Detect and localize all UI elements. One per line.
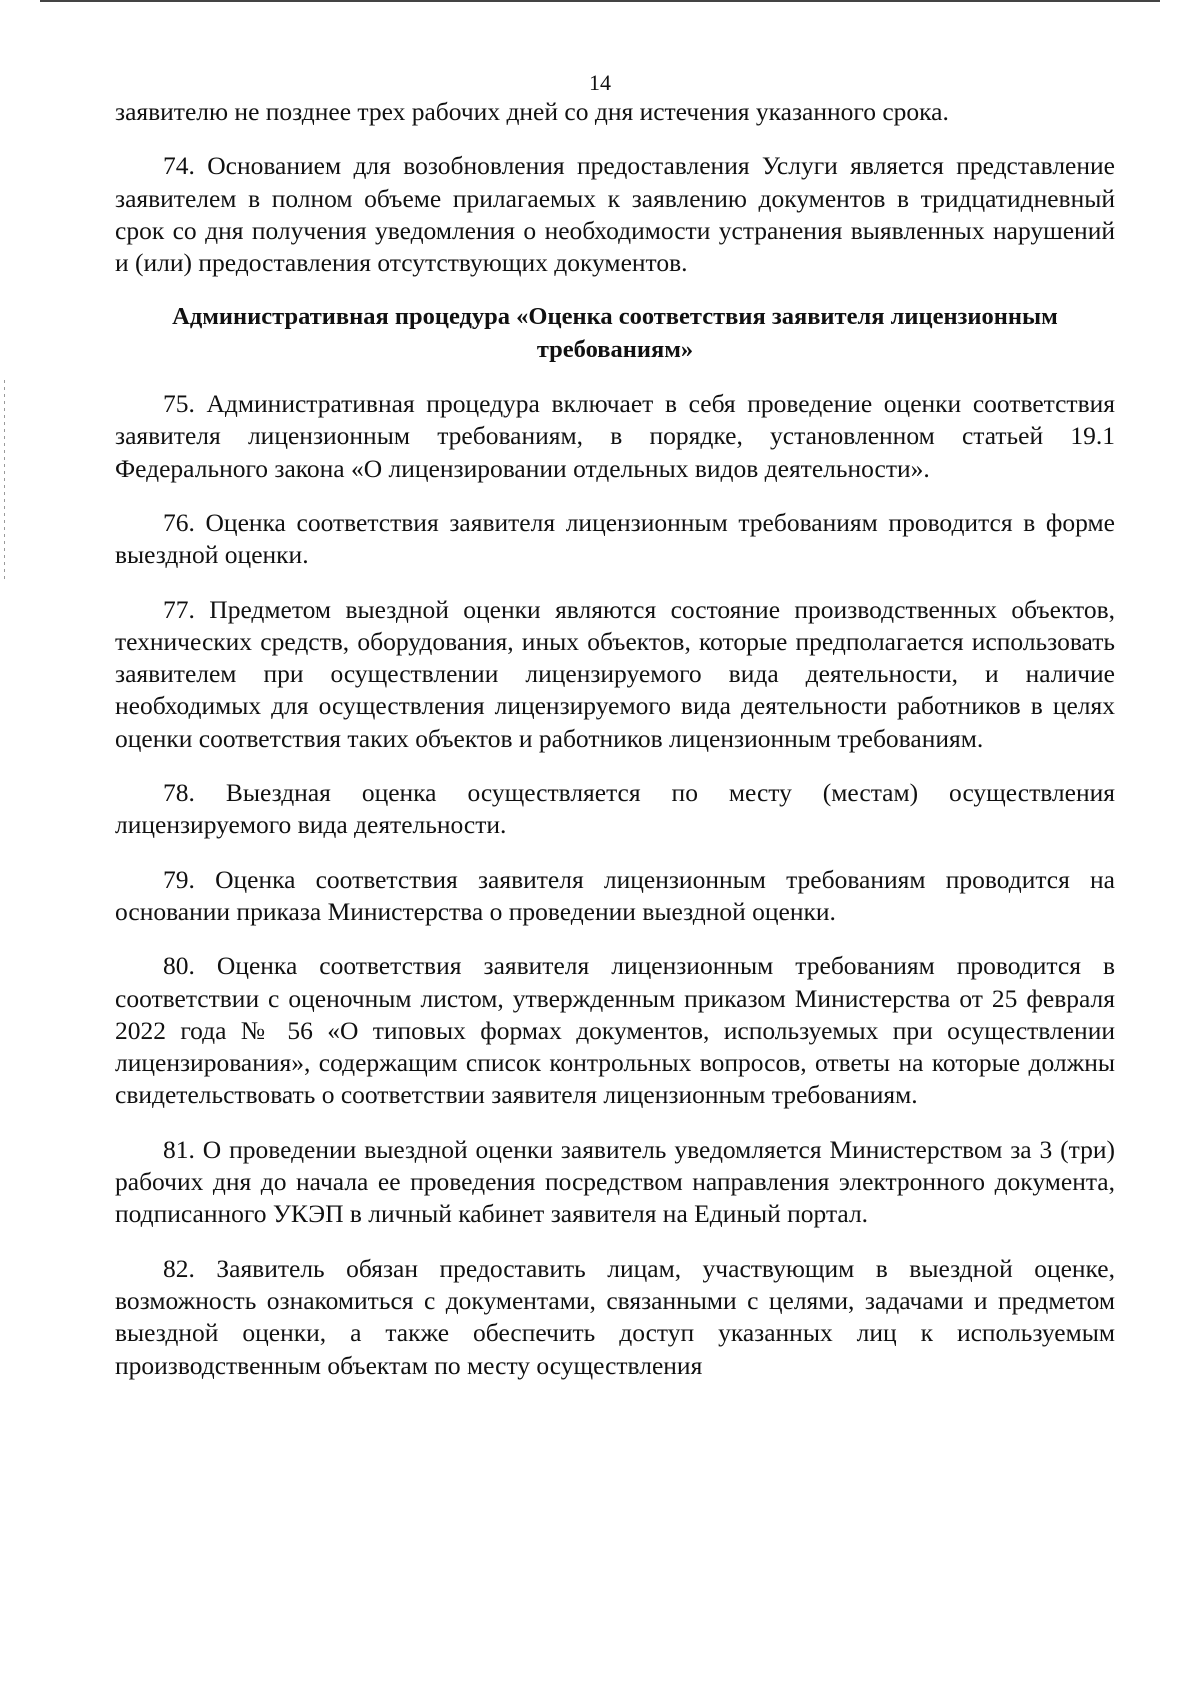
paragraph-76: 76. Оценка соответствия заявителя лицензионным требованиям проводится в форме выездной оценки. xyxy=(115,507,1115,570)
top-scan-edge xyxy=(40,0,1160,2)
paragraph-77: 77. Предметом выездной оценки являются состояние производственных объектов, технических средств, оборудования, иных объектов, которые предполагается использовать заявителем при осуществлении лицензируемого вида деятельности, и наличие необходимых для осуществления лицензируемого вида деятельности работников в целях оценки соответствия таких объектов и работников лицензионным требованиям. xyxy=(115,594,1115,753)
paragraph-75: 75. Административная процедура включает в себя проведение оценки соответствия заявителя лицензионным требованиям, в порядке, установленном статьей 19.1 Федерального закона «О лицензировании отдельных видов деятельности». xyxy=(115,389,1115,483)
paragraph-74: 74. Основанием для возобновления предоставления Услуги является представление заявителем в полном объеме прилагаемых к заявлению документов в тридцатидневный срок со дня получения уведомления о необходимости устранения выявленных нарушений и (или) предоставления отсутствующих документов. xyxy=(115,151,1115,278)
section-heading: Административная процедура «Оценка соответствия заявителя лицензионным требованиям» xyxy=(172,303,1058,363)
paragraph-80: 80. Оценка соответствия заявителя лицензионным требованиям проводится в соответствии с оценочным листом, утвержденным приказом Министерства от 25 февраля 2022 года № 56 «О типовых формах документов, используемых при осуществлении лицензирования», содержащим список контрольных вопросов, ответы на которые должны свидетельствовать о соответствии заявителя лицензионным требованиям. xyxy=(115,951,1115,1110)
paragraph-continuation: заявителю не позднее трех рабочих дней со дня истечения указанного срока. xyxy=(115,97,949,126)
paragraph-79: 79. Оценка соответствия заявителя лицензионным требованиям проводится на основании приказа Министерства о проведении выездной оценки. xyxy=(115,864,1115,926)
document-body xyxy=(115,96,1115,1404)
page-number: 14 xyxy=(589,70,611,95)
paragraph-81: 81. О проведении выездной оценки заявитель уведомляется Министерством за 3 (три) рабочих дня до начала ее проведения посредством направления электронного документа, подписанного УКЭП в личный кабинет заявителя на Единый портал. xyxy=(115,1134,1115,1229)
paragraph-78: 78. Выездная оценка осуществляется по месту (местам) осуществления лицензируемого вида деятельности. xyxy=(115,778,1115,840)
paragraph-82: 82. Заявитель обязан предоставить лицам, участвующим в выездной оценке, возможность ознакомиться с документами, связанными с целями, задачами и предметом выездной оценки, а также обеспечить доступ указанных лиц к используемым производственным объектам по месту осуществления xyxy=(115,1253,1115,1380)
left-scan-mark xyxy=(4,380,5,580)
